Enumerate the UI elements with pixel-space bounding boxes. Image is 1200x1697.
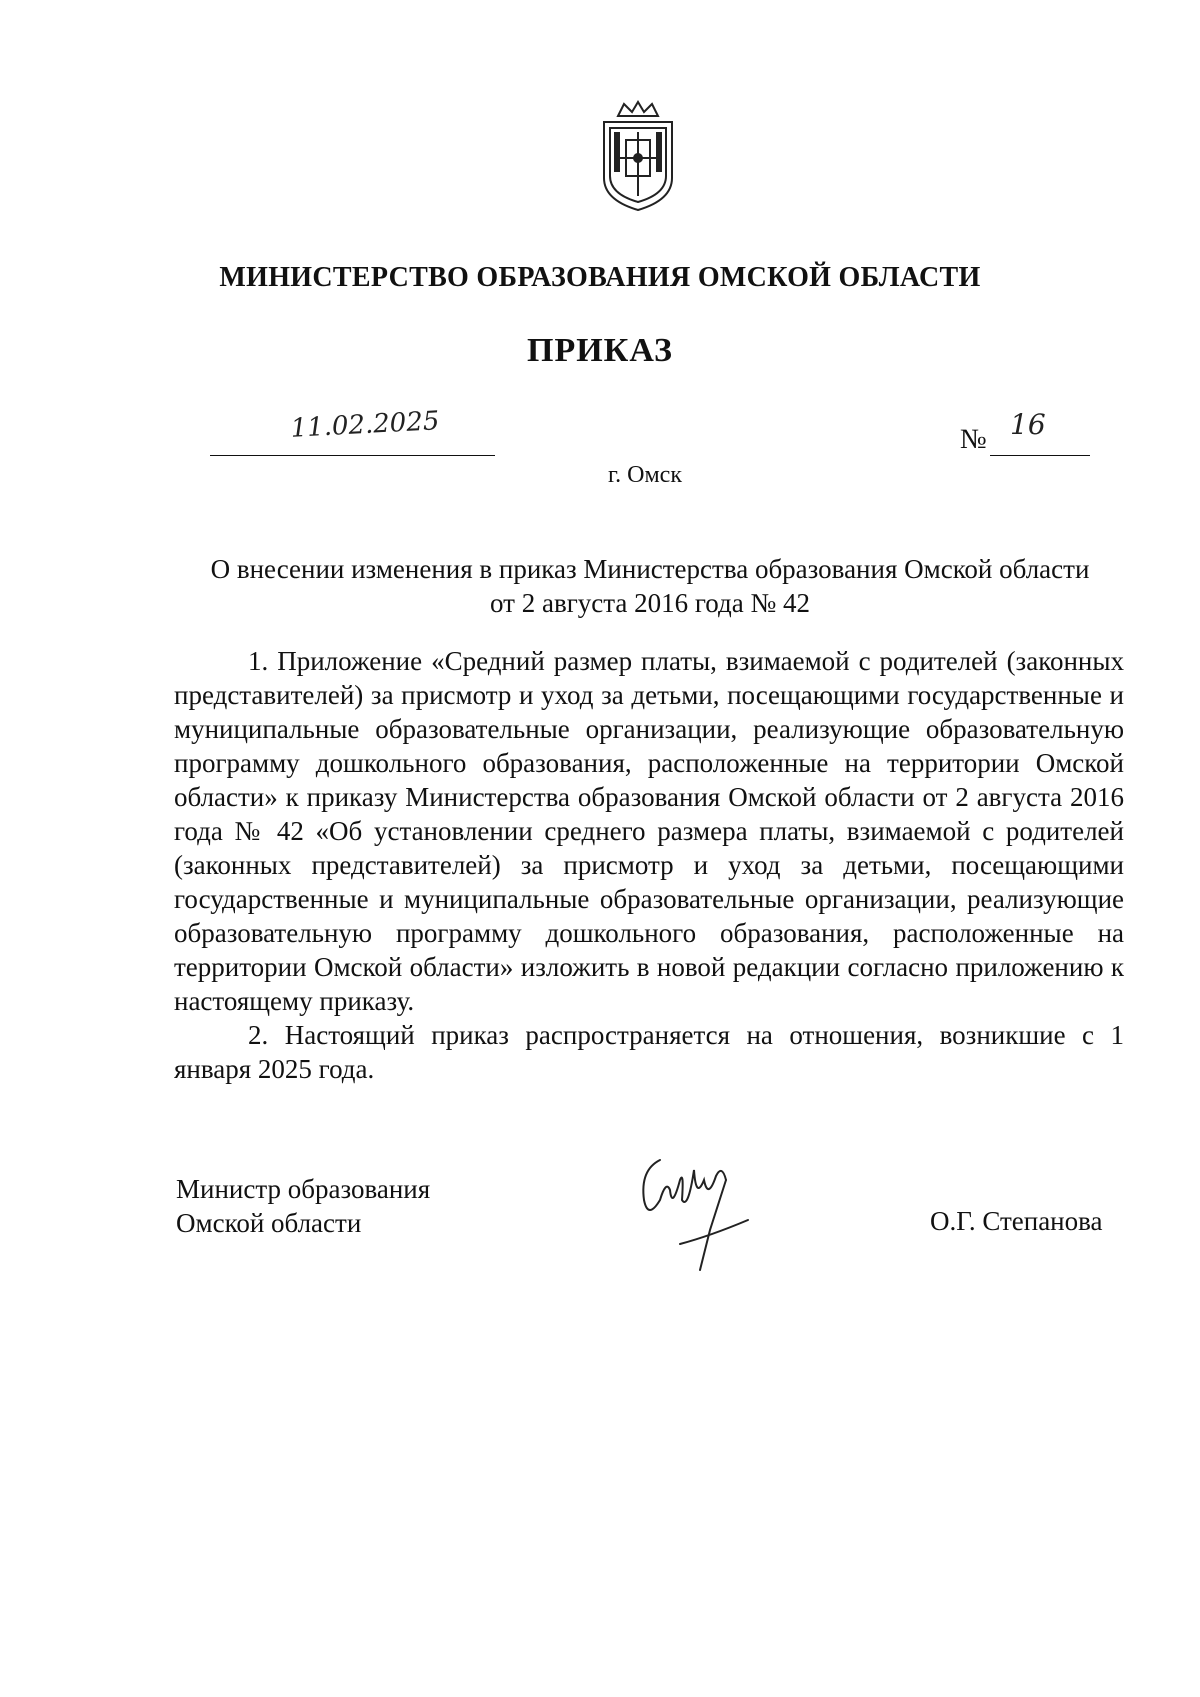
order-date: 11.02.2025: [289, 406, 441, 444]
number-sign: №: [960, 424, 987, 455]
signatory-name: О.Г. Степанова: [930, 1206, 1103, 1236]
paragraph-1: 1. Приложение «Средний размер платы, взимаемой с родителей (законных представителей) за присмотр и уход за детьми, посещающими государственные и муниципальные образовательные организации, реализующие образовательную программу дошкольного образования, расположенные на территории Омской области» к приказу Министерства образования Омской области от 2 августа 2016 года № 42 «Об установлении среднего размера платы, взимаемой с родителей (законных представителей) за присмотр и уход за детьми, посещающими государственные и муниципальные образовательные организации, реализующие образовательную программу дошкольного образования, расположенные на территории Омской области» изложить в новой редакции согласно приложению к настоящему приказу.: [174, 646, 1124, 1016]
omsk-coat-of-arms-icon: [596, 100, 680, 212]
order-subject: [170, 552, 1130, 620]
paragraph-2: 2. Настоящий приказ распространяется на отношения, возникшие с 1 января 2025 года.: [174, 1020, 1124, 1084]
order-number: 16: [1010, 408, 1046, 441]
subject-line-2: от 2 августа 2016 года № 42: [490, 588, 810, 618]
signatory-position: [176, 1172, 430, 1240]
position-line-1: Министр образования: [176, 1174, 431, 1204]
subject-line-1: О внесении изменения в приказ Министерства образования Омской области: [210, 554, 1090, 584]
position-line-2: Омской области: [176, 1208, 362, 1238]
city: г. Омск: [608, 462, 682, 488]
date-underline: [210, 455, 495, 456]
order-body: [174, 644, 1124, 1086]
ministry-name: МИНИСТЕРСТВО ОБРАЗОВАНИЯ ОМСКОЙ ОБЛАСТИ: [219, 262, 981, 293]
handwritten-signature-icon: [630, 1140, 770, 1280]
number-underline: [990, 455, 1090, 456]
document-type: ПРИКАЗ: [527, 332, 673, 369]
